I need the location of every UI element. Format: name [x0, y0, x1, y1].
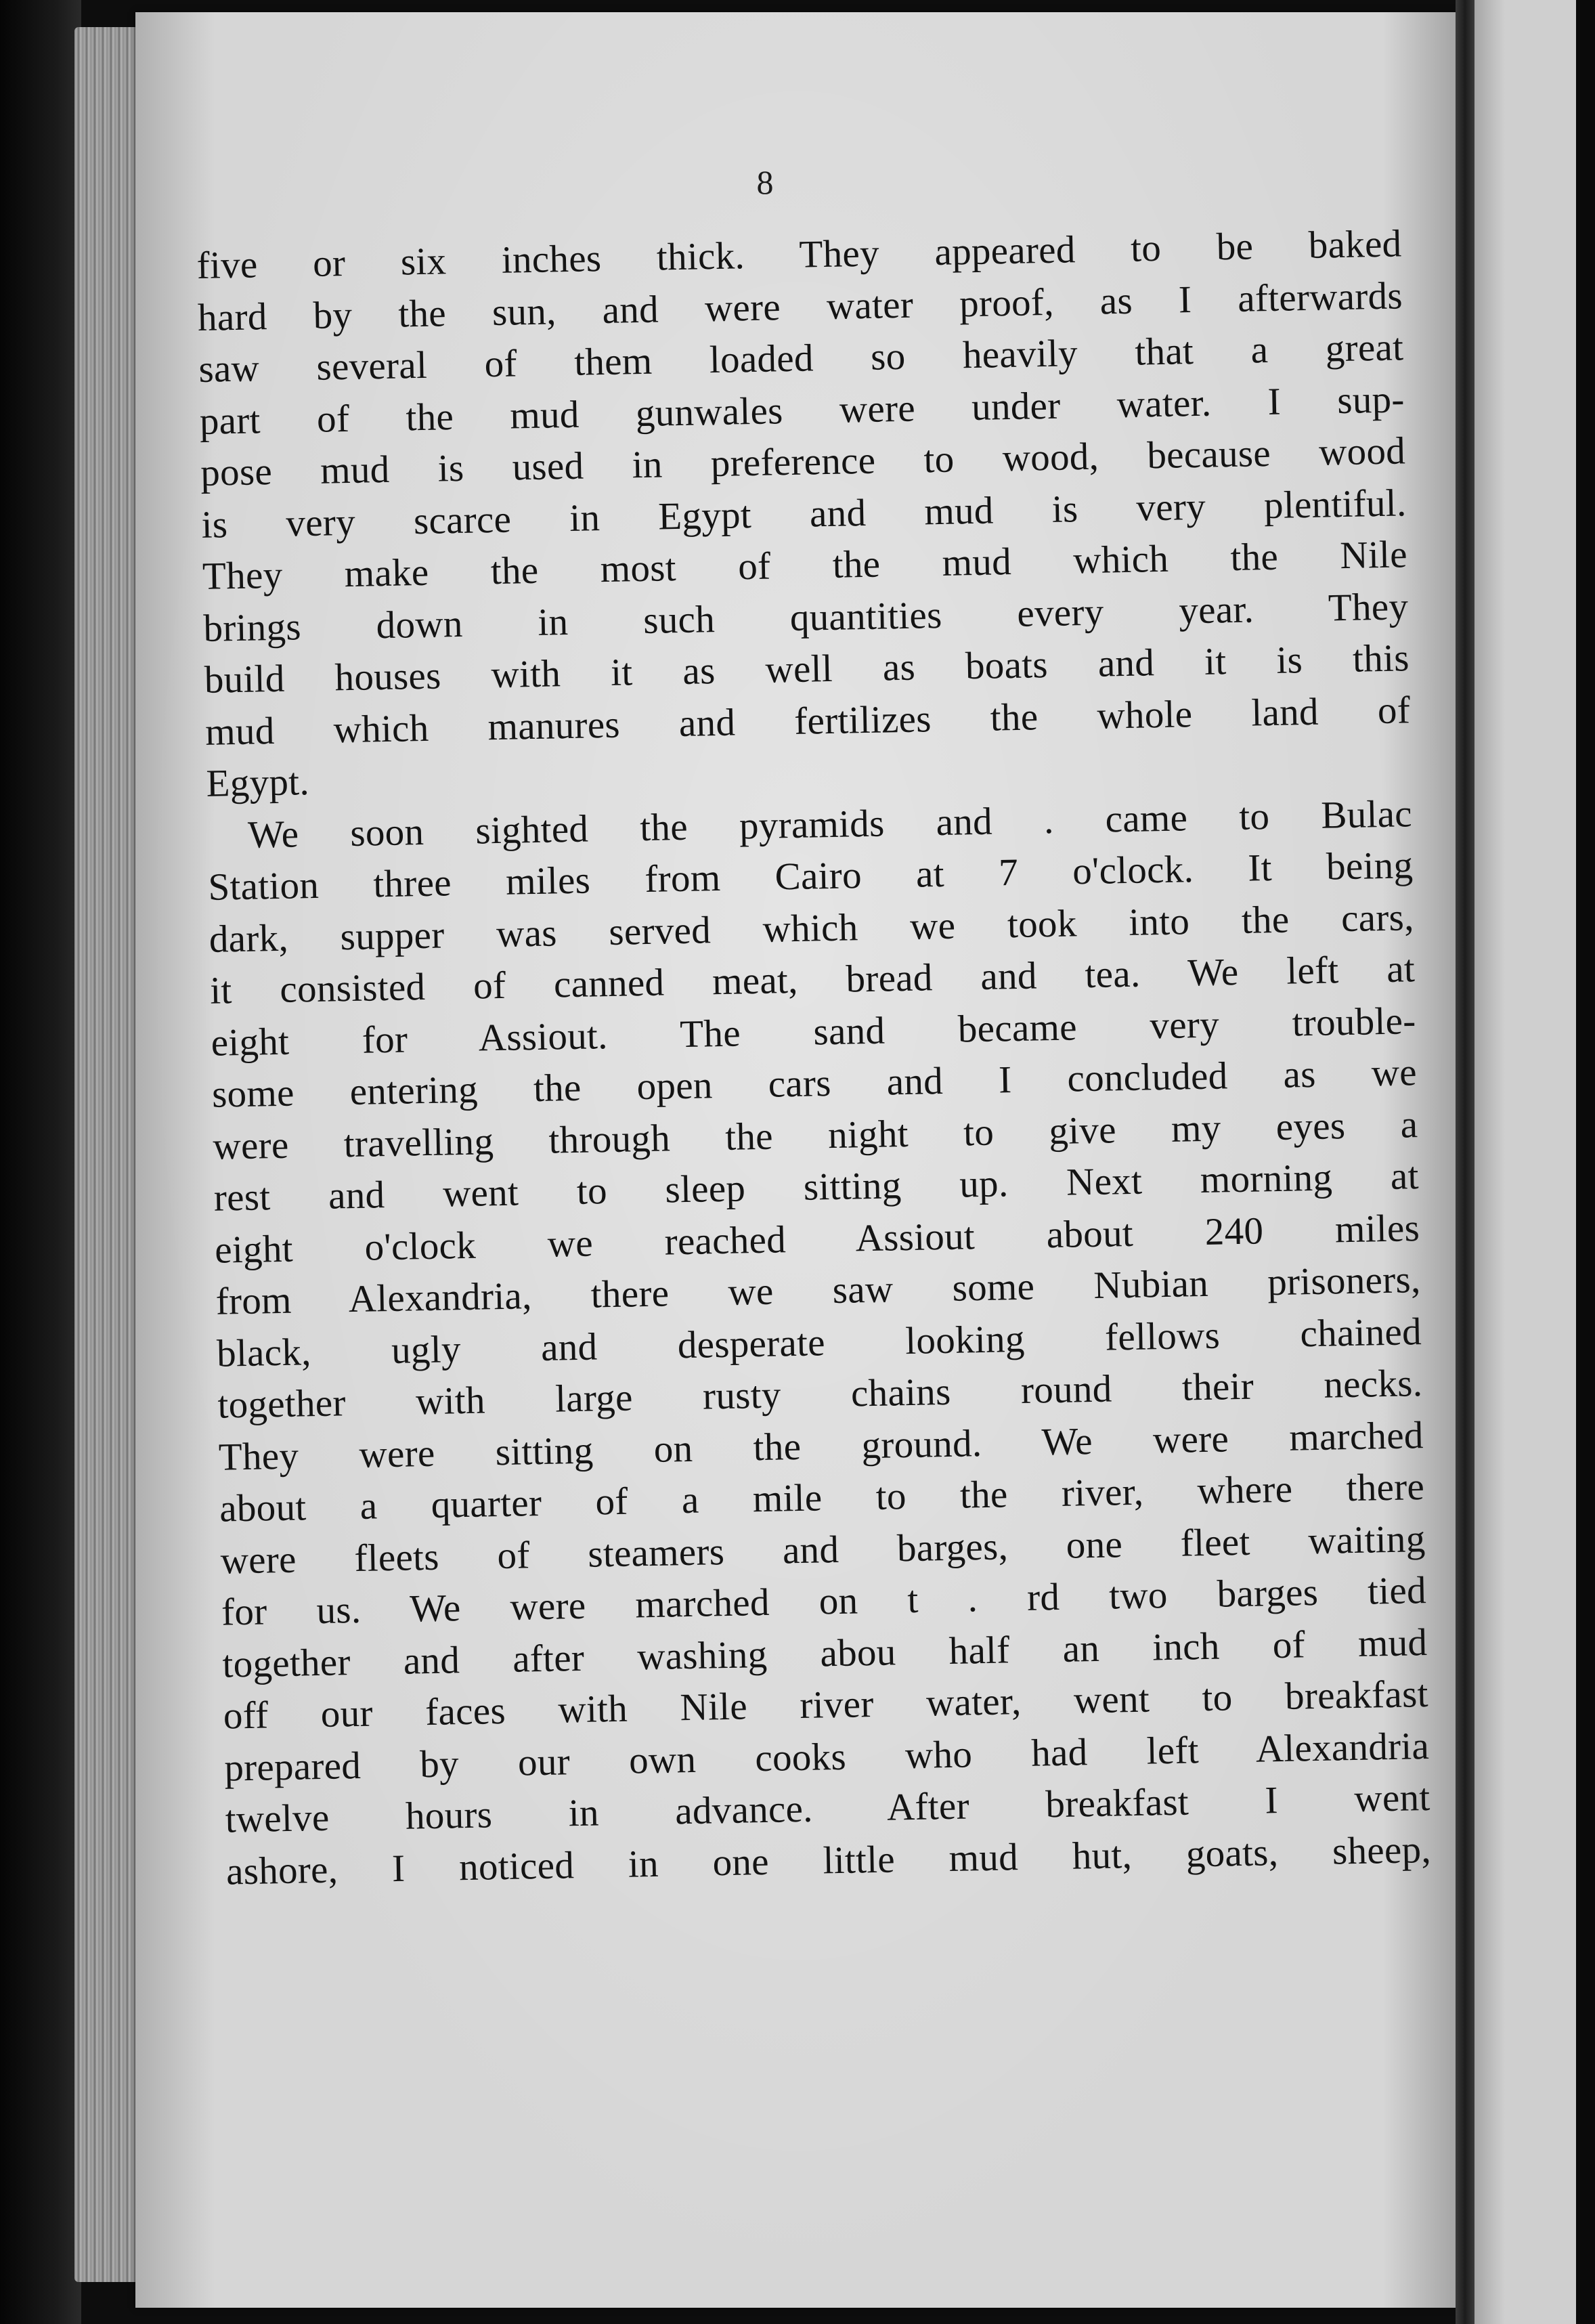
text-line: black, ugly and desperate looking fellows chained: [216, 1310, 1422, 1375]
text-line: five or six inches thick. They appeared to be baked: [196, 222, 1402, 287]
text-line: eight o'clock we reached Assiout about 240 miles: [214, 1206, 1420, 1272]
text-line: Station three miles from Cairo at 7 o'clock. It being: [207, 844, 1414, 909]
text-line: is very scarce in Egypt and mud is very plentiful.: [201, 481, 1407, 546]
text-line: some entering the open cars and I concluded as we: [211, 1051, 1418, 1116]
text-line: were travelling through the night to give my eyes a: [212, 1102, 1418, 1168]
text-line: rest and went to sleep sitting up. Next morning at: [213, 1155, 1420, 1220]
text-line: build houses with it as well as boats and it is this: [204, 637, 1410, 702]
text-line: They were sitting on the ground. We were marched: [218, 1413, 1424, 1479]
text-line: prepared by our own cooks who had left Alexandria: [223, 1724, 1430, 1790]
text-line: hard by the sun, and were water proof, as I afterwards: [197, 274, 1403, 339]
text-line: We soon sighted the pyramids and . came to Bulac: [247, 792, 1413, 857]
text-line: from Alexandria, there we saw some Nubian prisoners,: [215, 1258, 1422, 1323]
text-line: together with large rusty chains round their necks.: [217, 1362, 1423, 1427]
page-number: 8: [756, 163, 774, 201]
text-line: mud which manures and fertilizes the whole land of: [204, 688, 1411, 754]
text-line: about a quarter of a mile to the river, where there: [219, 1465, 1425, 1530]
text-line: off our faces with Nile river water, went to breakfast: [223, 1673, 1429, 1738]
body-text: [196, 218, 1432, 1897]
scan-border-right: [1576, 0, 1595, 2324]
text-line: Egypt.: [206, 760, 310, 805]
text-line: part of the mud gunwales were under water. I sup-: [199, 377, 1405, 443]
text-line: it consisted of canned meat, bread and tea. We left at: [209, 947, 1416, 1012]
text-line: pose mud is used in preference to wood, because wood: [200, 429, 1406, 494]
text-line: ashore, I noticed in one little mud hut, goats, sheep,: [225, 1828, 1432, 1893]
text-line: saw several of them loaded so heavily that a great: [198, 326, 1404, 391]
scan-border-left: [0, 0, 81, 2324]
text-line: together and after washing abou half an inch of mud: [221, 1620, 1428, 1686]
binding-spine: [1456, 0, 1474, 2324]
text-line: twelve hours in advance. After breakfast I went: [225, 1776, 1431, 1841]
text-line: were fleets of steamers and barges, one fleet waiting: [220, 1517, 1426, 1583]
text-line: dark, supper was served which we took into the cars,: [209, 895, 1415, 961]
facing-page-edge: [1474, 0, 1576, 2324]
text-line: for us. We were marched on t . rd two barges tied: [221, 1569, 1427, 1634]
text-line: eight for Assiout. The sand became very trouble-: [211, 999, 1416, 1064]
text-line: They make the most of the mud which the Nile: [202, 533, 1408, 598]
text-line: brings down in such quantities every year. They: [202, 584, 1409, 650]
